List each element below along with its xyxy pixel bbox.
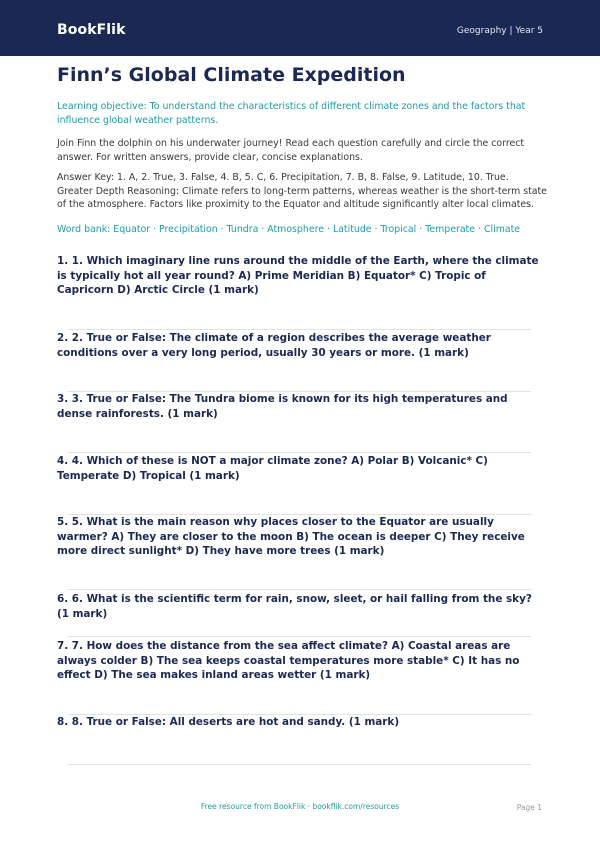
answer-line-3 bbox=[68, 452, 531, 453]
question-8: 8. 8. True or False: All deserts are hot and sandy. (1 mark) bbox=[57, 716, 400, 728]
question-6: 6. 6. What is the scientific term for rain, snow, sleet, or hail falling from the sky? (1 mark) bbox=[57, 593, 532, 620]
question-7: 7. 7. How does the distance from the sea affect climate? A) Coastal areas are always colder B) The sea keeps coastal temperatures more stable* C) It has no effect D) The sea makes inland areas wetter (1 mark) bbox=[57, 640, 520, 681]
answer-line-1 bbox=[68, 329, 531, 330]
answer-key: Answer Key: 1. A, 2. True, 3. False, 4. B, 5. C, 6. Precipitation, 7. B, 8. False, 9. Latitude, 10. True. Greater Depth Reasoning: Climate refers to long-term patterns, whereas weather is the short-term state of the atmosphere. Factors like proximity to the Equator and altitude significantly alter local climates. bbox=[57, 172, 547, 211]
question-1: 1. 1. Which imaginary line runs around the middle of the Earth, where the climate is typically hot all year round? A) Prime Meridian B) Equator* C) Tropic of Capricorn D) Arctic Circle (1 mark) bbox=[57, 255, 539, 296]
footer-link[interactable]: Free resource from BookFlik · bookflik.com/resources bbox=[200, 802, 400, 811]
page-title: Finn’s Global Climate Expedition bbox=[57, 64, 406, 86]
header-bar bbox=[0, 0, 600, 56]
answer-line-8 bbox=[68, 764, 531, 765]
question-2: 2. 2. True or False: The climate of a region describes the average weather conditions over a very long period, usually 30 years or more. (1 mark) bbox=[57, 332, 491, 359]
question-3: 3. 3. True or False: The Tundra biome is known for its high temperatures and dense rainforests. (1 mark) bbox=[57, 393, 508, 420]
question-4: 4. 4. Which of these is NOT a major climate zone? A) Polar B) Volcanic* C) Temperate D) Tropical (1 mark) bbox=[57, 455, 488, 482]
page-number: Page 1 bbox=[516, 803, 542, 812]
learning-objective: Learning objective: To understand the characteristics of different climate zones and the factors that influence global weather patterns. bbox=[57, 101, 526, 126]
subject-year-label: Geography | Year 5 bbox=[456, 26, 543, 36]
instructions: Join Finn the dolphin on his underwater journey! Read each question carefully and circle the correct answer. For written answers, provide clear, concise explanations. bbox=[57, 138, 525, 163]
answer-line-5 bbox=[68, 589, 531, 590]
brand-logo[interactable]: BookFlik bbox=[57, 22, 126, 38]
question-5: 5. 5. What is the main reason why places closer to the Equator are usually warmer? A) They are closer to the moon B) The ocean is deeper C) They receive more direct sunlight* D) They have more trees (1 mark) bbox=[57, 516, 525, 557]
word-bank: Word bank: Equator · Precipitation · Tundra · Atmosphere · Latitude · Tropical · Temperate · Climate bbox=[57, 224, 521, 235]
answer-line-6 bbox=[68, 636, 531, 637]
